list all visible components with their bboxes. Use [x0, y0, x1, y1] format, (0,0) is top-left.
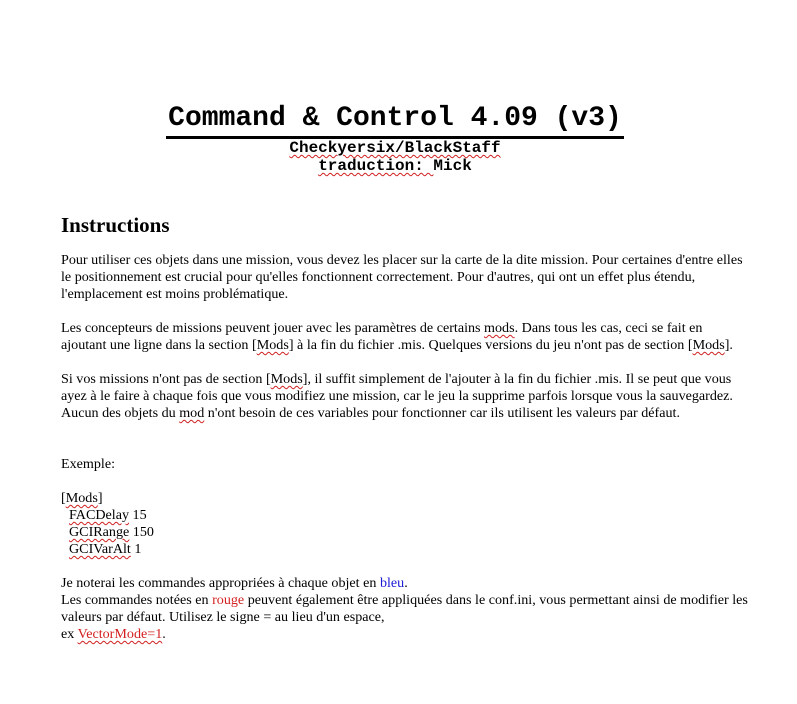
mods-word: Mods	[692, 337, 725, 353]
example-key: GCIVarAlt	[69, 541, 131, 557]
mods-word: mods	[484, 320, 515, 336]
spacer	[61, 439, 751, 456]
example-value: 150	[129, 524, 154, 540]
paragraph-2-part-b: . Dans tous les cas, ceci se fait en ajoutant une ligne dans la section [	[61, 320, 703, 353]
vectormode-example: VectorMode=1	[77, 626, 163, 642]
note-2-text-a: Les commandes notées en	[61, 592, 213, 608]
example-block-header	[61, 490, 751, 507]
note-2-text-b: peuvent également être appliquées dans le conf.ini, vous permettant ainsi de modifier les valeurs par défaut. Utilisez le signe = au lieu d'un espace,	[61, 592, 748, 625]
red-word: rouge	[212, 592, 245, 608]
paragraph-3-part-c: n'ont besoin de ces variables pour fonctionner car ils utilisent les valeurs par défaut.	[204, 405, 680, 421]
title-block	[0, 102, 790, 175]
paragraph-2-part-a: Les concepteurs de missions peuvent jouer avec les paramètres de certains	[61, 320, 485, 336]
paragraph-3-part-b: ], il suffit simplement de l'ajouter à la fin du fichier .mis. Il se peut que vous ayez à le faire à chaque fois que vous modifiez une mission, car le jeu la supprime parfois lorsque vous la sauvegardez. Aucun des objets du	[61, 371, 733, 421]
paragraph-1: Pour utiliser ces objets dans une mission, vous devez les placer sur la carte de la dite mission. Pour certaines d'entre elles le positionnement est crucial pour qu'elles fonctionnent correctement. Pour d'autres, qui ont un effet plus étendu, l'emplacement est moins problématique.	[61, 252, 743, 302]
authors-line	[0, 139, 790, 157]
paragraph-2-part-c: ] à la fin du fichier .mis. Quelques versions du jeu n'ont pas de section [	[288, 337, 693, 353]
example-line-gcirange	[61, 524, 751, 541]
translation-prefix: traduction:	[318, 157, 434, 175]
authors-text: Checkyersix/BlackStaff	[289, 139, 501, 157]
spacer	[61, 558, 751, 575]
section-heading: Instructions	[61, 213, 170, 237]
translation-line	[0, 157, 790, 175]
example-key: GCIRange	[69, 524, 130, 540]
bracket-open: [	[61, 490, 66, 506]
paragraph-3-part-a: Si vos missions n'ont pas de section [	[61, 371, 271, 387]
example-value: 1	[130, 541, 142, 557]
note-line-3	[61, 626, 751, 643]
note-3-text-a: ex	[61, 626, 78, 642]
blue-word: bleu	[379, 575, 405, 591]
notes-block	[61, 575, 751, 643]
example-value: 15	[129, 507, 147, 523]
mods-word: Mods	[270, 371, 303, 387]
example-code-block	[61, 490, 751, 558]
mod-word: mod	[179, 405, 205, 421]
document-title: Command & Control 4.09 (v3)	[166, 102, 624, 139]
block-name: Mods	[65, 490, 98, 506]
body-text	[61, 252, 751, 643]
translator-name: Mick	[433, 157, 472, 175]
note-3-end: .	[162, 626, 166, 642]
example-label: Exemple:	[61, 456, 116, 472]
example-line-gcivaralt	[61, 541, 751, 558]
note-1-text: Je noterai les commandes appropriées à chaque objet en	[61, 575, 380, 591]
example-line-facdelay	[61, 507, 751, 524]
paragraph-2-part-d: ].	[724, 337, 733, 353]
note-line-1	[61, 575, 751, 592]
note-line-2	[61, 592, 751, 626]
mods-word: Mods	[256, 337, 289, 353]
example-key: FACDelay	[69, 507, 130, 523]
bracket-close: ]	[97, 490, 103, 506]
note-1-end: .	[404, 575, 408, 591]
paragraph-3	[61, 371, 751, 422]
paragraph-2	[61, 320, 751, 354]
